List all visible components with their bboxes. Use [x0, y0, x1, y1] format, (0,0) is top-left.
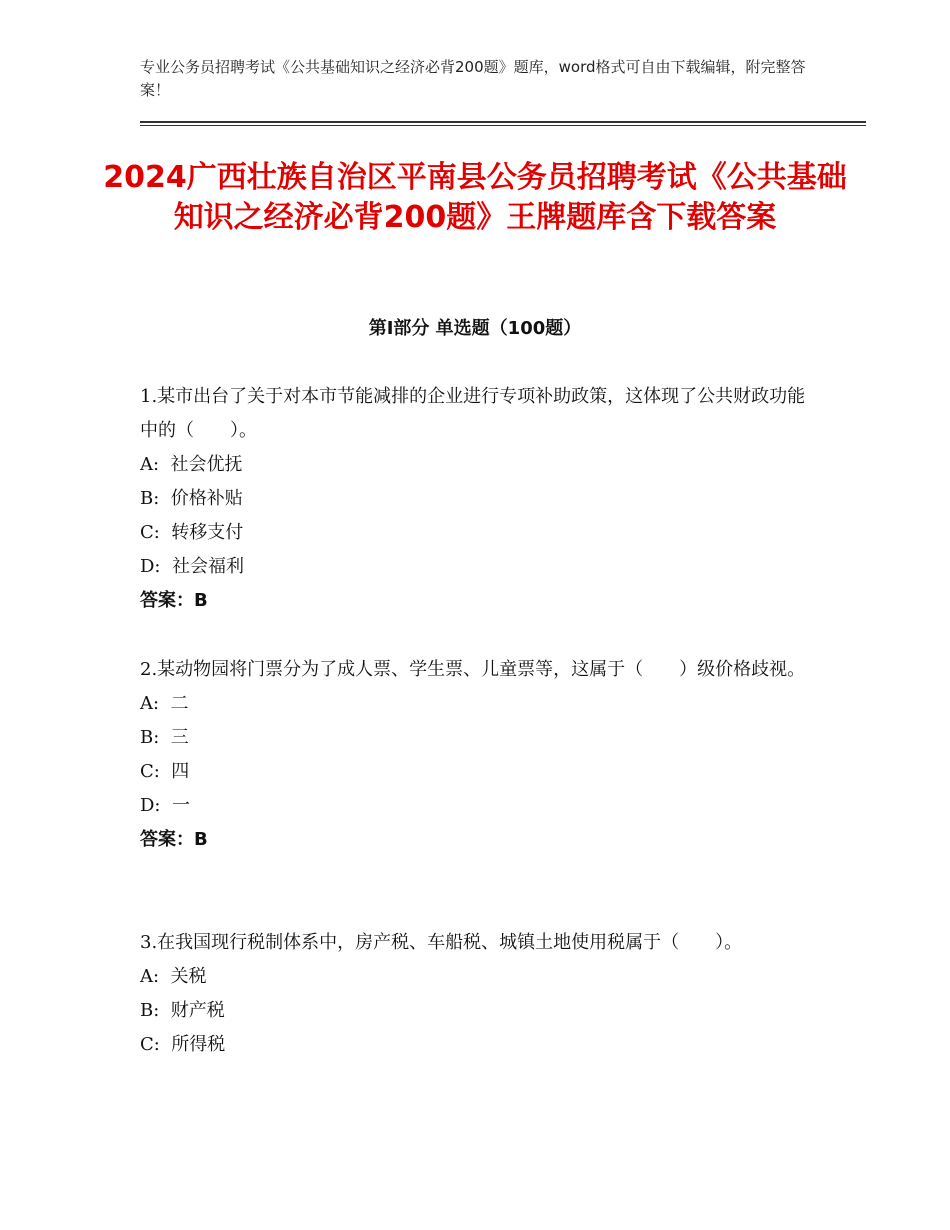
- question-stem: 1.某市出台了关于对本市节能减排的企业进行专项补助政策，这体现了公共财政功能中的（ ）。: [140, 386, 806, 441]
- question-3: [140, 926, 820, 1062]
- option-a: A: 二: [140, 693, 189, 714]
- question-stem: 3.在我国现行税制体系中，房产税、车船税、城镇土地使用税属于（ ）。: [140, 932, 743, 953]
- option-b: B: 价格补贴: [140, 488, 243, 509]
- question-stem: 2.某动物园将门票分为了成人票、学生票、儿童票等，这属于（ ）级价格歧视。: [140, 659, 806, 680]
- header-divider-thick: [140, 121, 866, 123]
- option-b: B: 财产税: [140, 1000, 225, 1021]
- option-a: A: 社会优抚: [140, 454, 243, 475]
- question-2: [140, 653, 820, 857]
- header-divider-thin: [140, 125, 866, 126]
- answer: 答案：B: [140, 829, 208, 850]
- option-d: D: 一: [140, 795, 190, 816]
- option-b: B: 三: [140, 727, 189, 748]
- option-a: A: 关税: [140, 966, 207, 987]
- option-c: C: 所得税: [140, 1034, 226, 1055]
- document-title: 2024广西壮族自治区平南县公务员招聘考试《公共基础知识之经济必背200题》王牌题库含下载答案: [103, 160, 847, 235]
- option-d: D: 社会福利: [140, 556, 244, 577]
- answer: 答案：B: [140, 590, 208, 611]
- header-note: 专业公务员招聘考试《公共基础知识之经济必背200题》题库，word格式可自由下载编辑，附完整答案！: [140, 58, 806, 99]
- section-title: 第Ⅰ部分 单选题（100题）: [368, 318, 582, 339]
- option-c: C: 转移支付: [140, 522, 244, 543]
- option-c: C: 四: [140, 761, 190, 782]
- question-1: [140, 380, 820, 618]
